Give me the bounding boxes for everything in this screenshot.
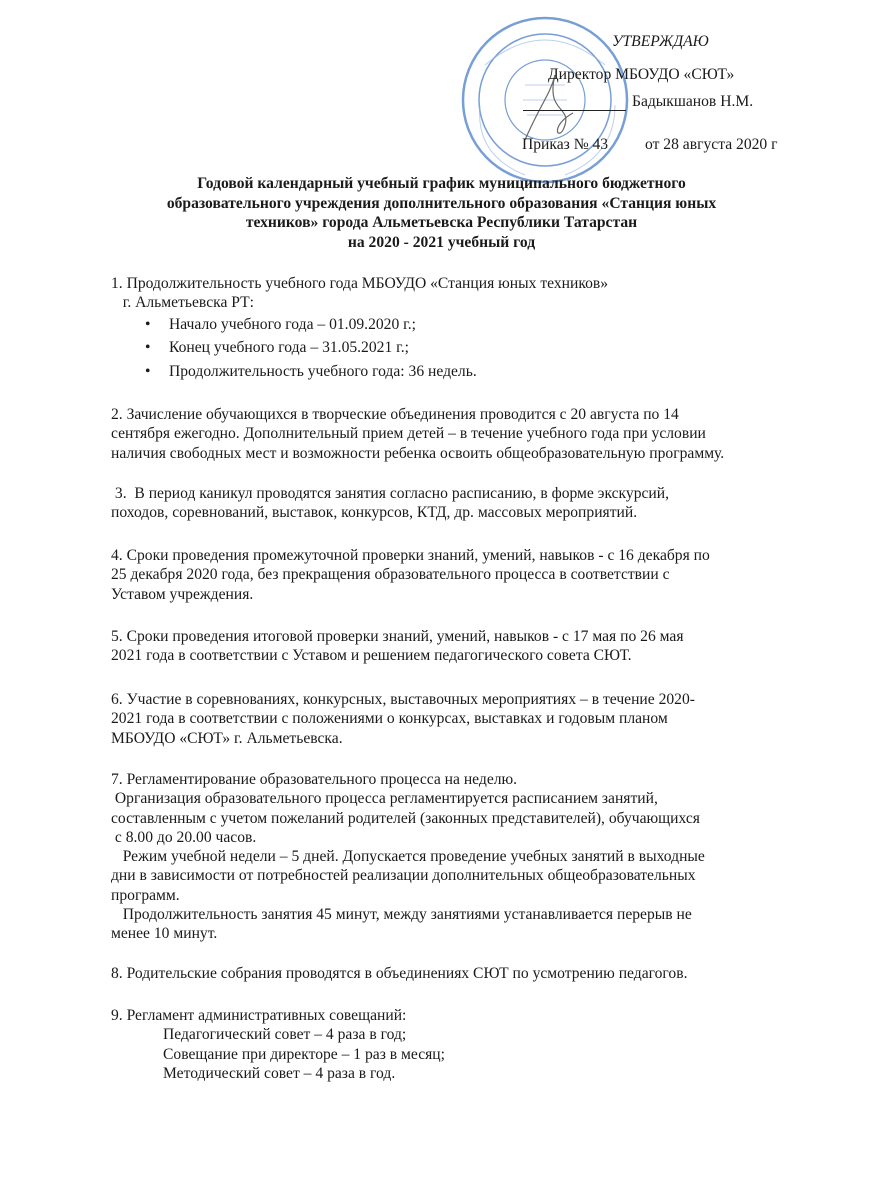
meeting-item: Совещание при директоре – 1 раз в месяц; xyxy=(163,1045,445,1063)
section-heading: 9. Регламент административных совещаний: xyxy=(111,1007,407,1024)
bullet-icon: • xyxy=(145,339,151,357)
title-line: техников» города Альметьевска Республики Татарстан xyxy=(245,214,638,232)
bullet-text: Конец учебного года – 31.05.2021 г.; xyxy=(169,339,410,357)
approver-position: Директор МБОУДО «СЮТ» xyxy=(548,66,735,83)
section-5 xyxy=(111,627,684,666)
signature-line xyxy=(523,110,626,111)
section-line: с 8.00 до 20.00 часов. xyxy=(111,828,257,846)
section-6 xyxy=(111,690,695,748)
section-line: Организация образовательного процесса регламентируется расписанием занятий, xyxy=(111,790,658,808)
title-line: образовательного учреждения дополнительного образования «Станция юных xyxy=(166,194,717,212)
section-line: 4. Сроки проведения промежуточной проверки знаний, умений, навыков - с 16 декабря по xyxy=(111,547,710,564)
bullet-icon: • xyxy=(145,362,151,380)
section-line: программ. xyxy=(111,886,180,904)
section-line: походов, соревнований, выставок, конкурсов, КТД, др. массовых мероприятий. xyxy=(111,504,638,522)
bullet-text: Начало учебного года – 01.09.2020 г.; xyxy=(169,315,417,333)
section-line: 7. Регламентирование образовательного процесса на неделю. xyxy=(111,771,518,788)
order-number: Приказ № 43 xyxy=(522,136,609,153)
section-line: 6. Участие в соревнованиях, конкурсных, выставочных мероприятиях – в течение 2020- xyxy=(111,691,695,708)
title-line: на 2020 - 2021 учебный год xyxy=(347,233,536,251)
title-line: Годовой календарный учебный график муниципального бюджетного xyxy=(197,175,686,192)
section-line: 2021 года в соответствии с положениями о конкурсах, выставках и годовым планом xyxy=(111,710,668,728)
section-line: 3. В период каникул проводятся занятия согласно расписанию, в форме экскурсий, xyxy=(111,485,670,502)
section-line: наличия свободных мест и возможности ребенка освоить общеобразовательную программу. xyxy=(111,444,725,462)
section-line: г. Альметьевска РТ: xyxy=(111,294,254,312)
section-line: Продолжительность занятия 45 минут, между занятиями устанавливается перерыв не xyxy=(111,906,692,924)
approver-name: Бадыкшанов Н.М. xyxy=(632,93,754,110)
section-2 xyxy=(111,405,724,463)
section-line: 8. Родительские собрания проводятся в объединениях СЮТ по усмотрению педагогов. xyxy=(111,965,688,982)
document-title xyxy=(0,174,873,252)
section-line: составленным с учетом пожеланий родителей (законных представителей), обучающихся xyxy=(111,809,700,827)
bullet-icon: • xyxy=(145,315,151,333)
bullet-item xyxy=(111,336,608,360)
bullet-text: Продолжительность учебного года: 36 недель. xyxy=(169,362,477,380)
bullet-item xyxy=(111,313,608,337)
section-line: МБОУДО «СЮТ» г. Альметьевска. xyxy=(111,729,343,747)
section-4 xyxy=(111,546,710,604)
section-line: сентября ежегодно. Дополнительный прием детей – в течение учебного года при условии xyxy=(111,425,706,443)
section-line: 1. Продолжительность учебного года МБОУДО «Станция юных техников» xyxy=(111,275,609,292)
section-line: 25 декабря 2020 года, без прекращения образовательного процесса в соответствии с xyxy=(111,566,670,584)
section-9 xyxy=(111,1006,445,1083)
meeting-item: Методический совет – 4 раза в год. xyxy=(163,1064,396,1082)
meeting-item: Педагогический совет – 4 раза в год; xyxy=(163,1026,407,1044)
bullet-item xyxy=(111,360,608,384)
official-stamp xyxy=(455,5,635,195)
section-line: дни в зависимости от потребностей реализации дополнительных общеобразовательных xyxy=(111,867,696,885)
section-1 xyxy=(111,274,608,383)
section-line: Уставом учреждения. xyxy=(111,585,254,603)
section-line: Режим учебной недели – 5 дней. Допускается проведение учебных занятий в выходные xyxy=(111,848,705,866)
section-line: 2. Зачисление обучающихся в творческие объединения проводится с 20 августа по 14 xyxy=(111,406,679,423)
section-line: менее 10 минут. xyxy=(111,925,218,943)
order-date: от 28 августа 2020 г xyxy=(645,136,778,153)
section-7 xyxy=(111,770,705,944)
approval-heading: УТВЕРЖДАЮ xyxy=(612,33,709,50)
section-8 xyxy=(111,964,688,983)
section-line: 2021 года в соответствии с Уставом и решением педагогического совета СЮТ. xyxy=(111,647,632,665)
section-3 xyxy=(111,484,669,523)
section-line: 5. Сроки проведения итоговой проверки знаний, умений, навыков - с 17 мая по 26 мая xyxy=(111,628,684,645)
